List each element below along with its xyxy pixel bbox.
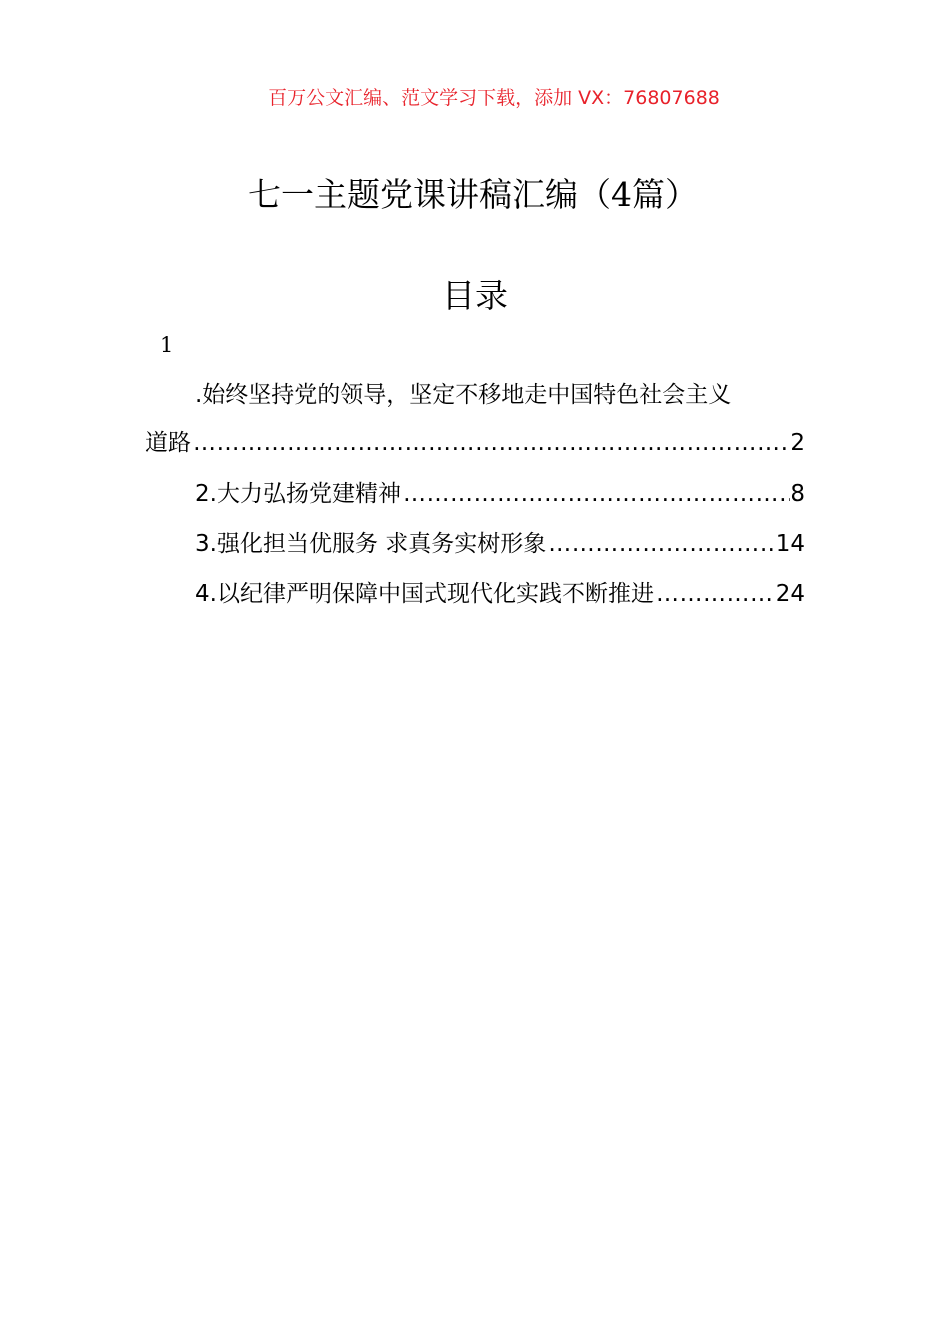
toc-entry-text: 2.大力弘扬党建精神 [195,481,401,507]
title-prefix: 七一主题党课讲稿汇编（ [248,175,611,214]
toc-entry-3[interactable] [195,526,805,562]
dot-leader [191,425,790,461]
toc-page-number: 2 [790,430,805,456]
toc-entry-text: 道路 [145,430,191,456]
dot-leader [546,526,775,562]
stray-number: 1 [160,333,174,357]
toc-entry-2[interactable] [195,476,805,512]
toc-entry-text: .始终坚持党的领导，坚定不移地走中国特色社会主义 [195,382,732,408]
dot-leader [401,476,790,512]
toc-page-number: 8 [790,481,805,507]
toc-page-number: 14 [775,531,805,557]
toc-entry-1-line-1[interactable] [195,377,805,413]
toc-page-number: 24 [775,581,805,607]
title-suffix: 篇） [632,175,698,214]
title-number: 4 [611,175,632,214]
document-title [0,171,946,219]
toc-entry-4[interactable] [195,576,805,612]
toc-heading: 目录 [442,276,508,315]
toc-entry-1-line-2[interactable] [145,425,805,461]
toc-entry-text: 4.以纪律严明保障中国式现代化实践不断推进 [195,581,654,607]
dot-leader [654,576,776,612]
toc-entry-text: 3.强化担当优服务 求真务实树形象 [195,531,547,557]
header-note: 百万公文汇编、范文学习下载，添加 VX：76807688 [268,87,720,109]
